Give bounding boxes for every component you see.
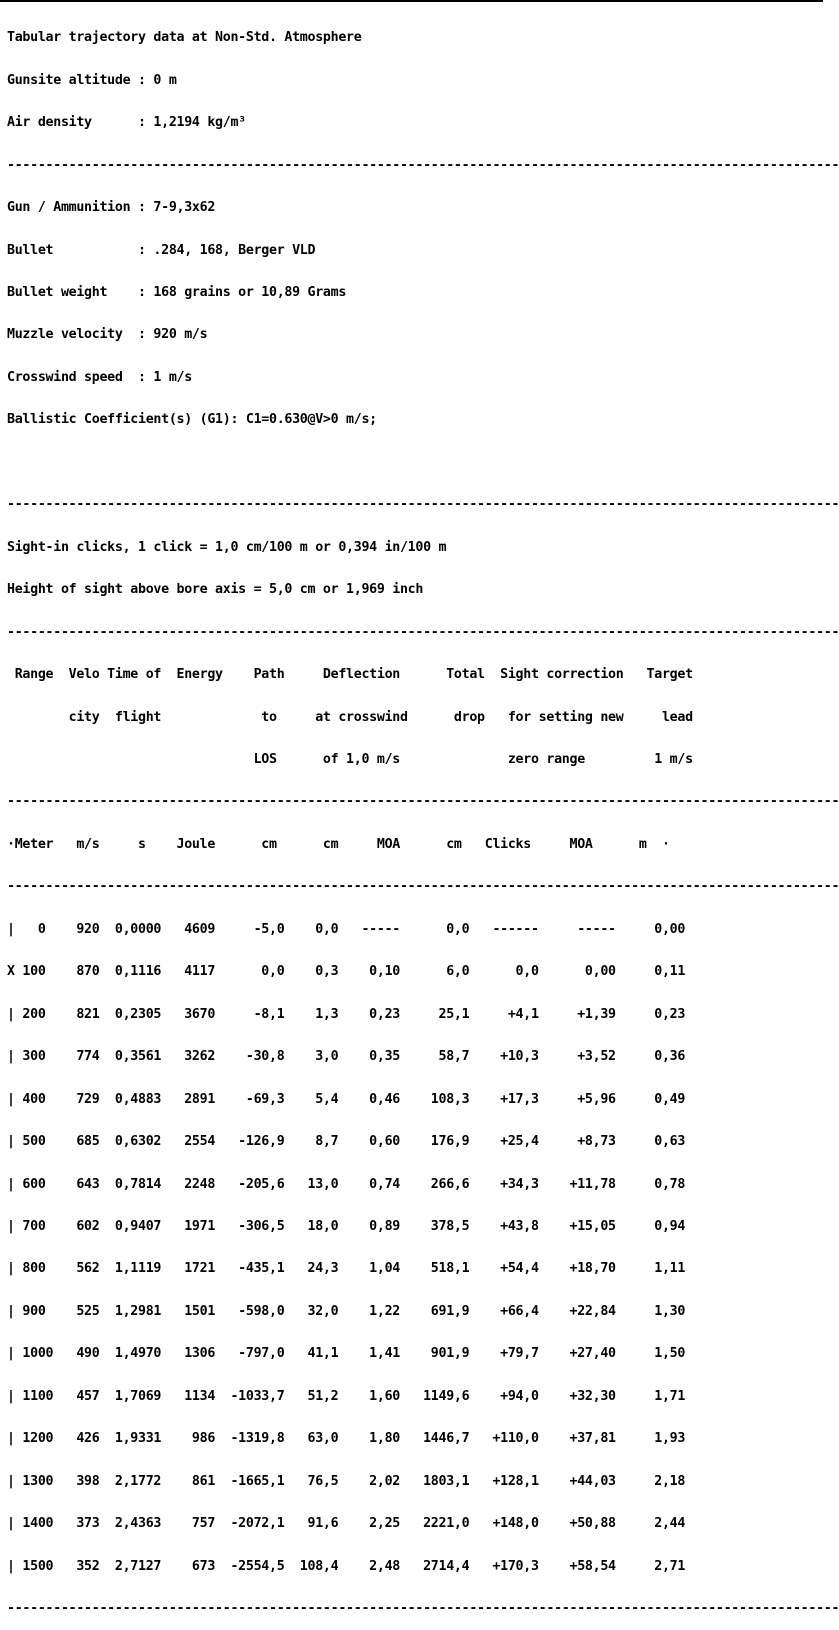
gunsite-altitude-line: Gunsite altitude : 0 m [7, 72, 177, 88]
divider-line: ------------------------------------------------------------------------------------------------------------ [7, 157, 839, 173]
gun-ammunition-line: Gun / Ammunition : 7-9,3x62 [7, 200, 216, 216]
divider-line: ------------------------------------------------------------------------------------------------------------ [7, 794, 839, 810]
table-row: | 700 602 0,9407 1971 -306,5 18,0 0,89 378,5 +43,8 +15,05 0,94 [7, 1219, 686, 1234]
table-row: | 1100 457 1,7069 1134 -1033,7 51,2 1,60 1149,6 +94,0 +32,30 1,71 [7, 1388, 686, 1404]
table-row: | 1500 352 2,7127 673 -2554,5 108,4 2,48 2714,4 +170,3 +58,54 2,71 [7, 1558, 686, 1574]
table-header-line: LOS of 1,0 m/s zero range 1 m/s [7, 752, 693, 768]
table-row: | 500 685 0,6302 2554 -126,9 8,7 0,60 176,9 +25,4 +8,73 0,63 [7, 1134, 686, 1150]
table-row: | 400 729 0,4883 2891 -69,3 5,4 0,46 108,3 +17,3 +5,96 0,49 [7, 1091, 686, 1107]
table-row: | 200 821 0,2305 3670 -8,1 1,3 0,23 25,1 +4,1 +1,39 0,23 [7, 1006, 686, 1022]
divider-line: ------------------------------------------------------------------------------------------------------------ [7, 624, 839, 640]
sight-height-line: Height of sight above bore axis = 5,0 cm or 1,969 inch [7, 582, 424, 598]
table-row: | 800 562 1,1119 1721 -435,1 24,3 1,04 518,1 +54,4 +18,70 1,11 [7, 1261, 686, 1277]
bullet-weight-line: Bullet weight : 168 grains or 10,89 Grams [7, 285, 347, 301]
table-row: | 600 643 0,7814 2248 -205,6 13,0 0,74 266,6 +34,3 +11,78 0,78 [7, 1176, 686, 1192]
blank-line [7, 456, 839, 470]
table-header-line: Range Velo Time of Energy Path Deflection Total Sight correction Target [7, 667, 693, 683]
crosswind-speed-line: Crosswind speed : 1 m/s [7, 369, 192, 385]
table-row: X 100 870 0,1116 4117 0,0 0,3 0,10 6,0 0,0 0,00 0,11 [7, 964, 686, 980]
trajectory-report [7, 3, 839, 1630]
air-density-line: Air density : 1,2194 kg/m³ [7, 115, 246, 131]
table-row: | 1000 490 1,4970 1306 -797,0 41,1 1,41 901,9 +79,7 +27,40 1,50 [7, 1346, 686, 1362]
table-row: | 1300 398 2,1772 861 -1665,1 76,5 2,02 1803,1 +128,1 +44,03 2,18 [7, 1473, 686, 1489]
top-border-line [0, 0, 823, 2]
divider-line: ------------------------------------------------------------------------------------------------------------ [7, 497, 839, 513]
bullet-line: Bullet : .284, 168, Berger VLD [7, 242, 316, 258]
table-row: | 0 920 0,0000 4609 -5,0 0,0 ----- 0,0 ------ ----- 0,00 [7, 921, 686, 937]
divider-line: ------------------------------------------------------------------------------------------------------------ [7, 1601, 839, 1617]
divider-line: ------------------------------------------------------------------------------------------------------------ [7, 879, 839, 895]
report-title: Tabular trajectory data at Non-Std. Atmosphere [7, 30, 362, 46]
table-row: | 1400 373 2,4363 757 -2072,1 91,6 2,25 2221,0 +148,0 +50,88 2,44 [7, 1516, 686, 1532]
table-units-line: ·Meter m/s s Joule cm cm MOA cm Clicks MOA m · [7, 836, 670, 852]
table-row: | 300 774 0,3561 3262 -30,8 3,0 0,35 58,7 +10,3 +3,52 0,36 [7, 1049, 686, 1065]
table-row: | 1200 426 1,9331 986 -1319,8 63,0 1,80 1446,7 +110,0 +37,81 1,93 [7, 1431, 686, 1447]
sight-in-clicks-line: Sight-in clicks, 1 click = 1,0 cm/100 m or 0,394 in/100 m [7, 539, 447, 555]
muzzle-velocity-line: Muzzle velocity : 920 m/s [7, 327, 208, 343]
table-row: | 900 525 1,2981 1501 -598,0 32,0 1,22 691,9 +66,4 +22,84 1,30 [7, 1303, 686, 1319]
table-header-line: city flight to at crosswind drop for setting new lead [7, 709, 693, 725]
ballistic-coefficient-line: Ballistic Coefficient(s) (G1): C1=0.630@V>0 m/s; [7, 412, 377, 428]
